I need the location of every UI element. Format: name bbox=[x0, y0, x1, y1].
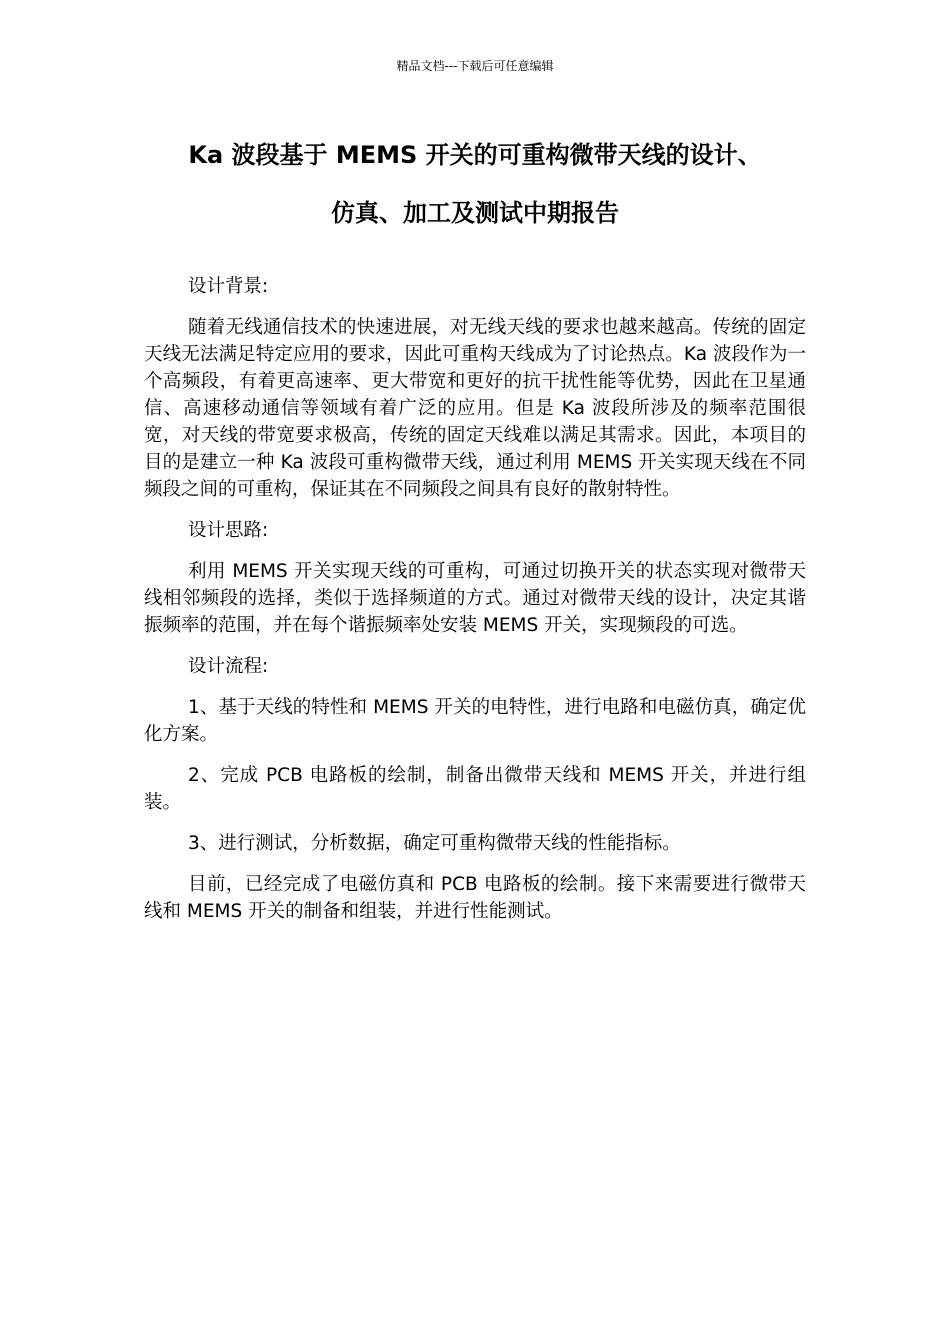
page-header: 精品文档---下载后可任意编辑 bbox=[396, 59, 554, 73]
idea-heading: 设计思路: bbox=[188, 520, 269, 541]
process-step-1: 1、基于天线的特性和 MEMS 开关的电特性，进行电路和电磁仿真，确定优化方案。 bbox=[144, 697, 806, 745]
process-step-2: 2、完成 PCB 电路板的绘制，制备出微带天线和 MEMS 开关，并进行组装。 bbox=[144, 765, 806, 813]
process-heading: 设计流程: bbox=[188, 656, 269, 677]
background-heading: 设计背景: bbox=[188, 276, 269, 297]
document-title-line-2: 仿真、加工及测试中期报告 bbox=[331, 199, 619, 227]
idea-paragraph: 利用 MEMS 开关实现天线的可重构，可通过切换开关的状态实现对微带天线相邻频段的选择，类似于选择频道的方式。通过对微带天线的设计，决定其谐振频率的范围，并在每个谐振频率处安装 MEMS 开关，实现频段的可选。 bbox=[144, 561, 806, 636]
background-paragraph: 随着无线通信技术的快速进展，对无线天线的要求也越来越高。传统的固定天线无法满足特定应用的要求，因此可重构天线成为了讨论热点。Ka 波段作为一个高频段，有着更高速率、更大带宽和更好的抗干扰性能等优势，因此在卫星通信、高速移动通信等领域有着广泛的应用。但是 Ka 波段所涉及的频率范围很宽，对天线的带宽要求极高，传统的固定天线难以满足其需求。因此，本项目的目的是建立一种 Ka 波段可重构微带天线，通过利用 MEMS 开关实现天线在不同频段之间的可重构，保证其在不同频段之间具有良好的散射特性。 bbox=[144, 317, 806, 500]
progress-paragraph: 目前，已经完成了电磁仿真和 PCB 电路板的绘制。接下来需要进行微带天线和 MEMS 开关的制备和组装，并进行性能测试。 bbox=[144, 874, 806, 922]
process-step-3: 3、进行测试，分析数据，确定可重构微带天线的性能指标。 bbox=[188, 833, 681, 854]
document-body bbox=[144, 273, 806, 939]
document-title-line-1: Ka 波段基于 MEMS 开关的可重构微带天线的设计、 bbox=[188, 141, 762, 169]
